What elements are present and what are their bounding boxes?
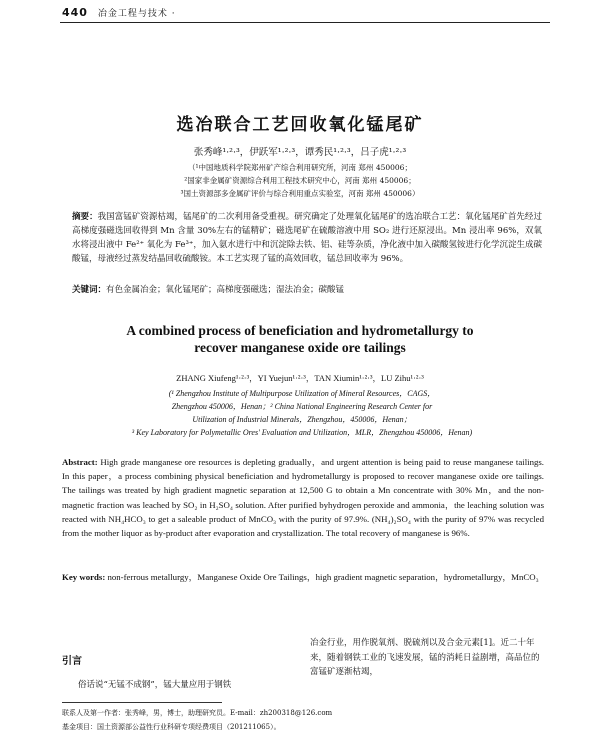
footnote-rule [62,702,222,703]
affiliation-cn-2: ²国家非金属矿资源综合利用工程技术研究中心，河南 郑州 450006； [184,176,416,185]
abstract-cn-text: 我国富锰矿资源枯竭，锰尾矿的二次利用备受重视。研究确定了处理氧化锰尾矿的选冶联合工艺：氧化锰尾矿首先经过高梯度强磁选回收得到 Mn 含量 30%左右的锰精矿；磁选尾矿在硫酸溶液中用 SO₂ 进行还原浸出。Mn 浸出率 96%，双氧水将浸出液中 Fe²⁺ 氧化为 Fe³⁺，加入氨水进行中和沉淀除去铁、铝、硅等杂质，净化液中加入碳酸氢铵进行化学沉淀生成碳酸锰，母液经过蒸发结晶回收硫酸铵。本工艺实现了锰的高效回收，锰总回收率为 96%。 [72,212,542,264]
running-header [62,6,176,19]
keywords-cn [72,283,542,295]
affiliation-en-1: (¹ Zhengzhou Institute of Multipurpose Utilization of Mineral Resources，CAGS， [168,389,436,398]
page-number: 440 [62,6,88,19]
header-rule [60,22,550,23]
abstract-en-text: High grade manganese ore resources is depleting gradually，and urgent attention is being paid to reuse manganese tailings. In this paper，a process combining physical beneficiation and hydrometallurgy is proposed to recover manganese oxide ore tailings. The tailings was treated by high gradient magnetic separation at 12,500 G to obtain a Mn concentrate with 30% Mn，and the non-magnetic fraction was leached by SO₂ in H₂SO₄ solution. After purified byhydrogen peroxide and ammonia，the leaching solution was reacted with NH₄HCO₃ to get a saleable product of MnCO₃ with the purity of 97.9%. (NH₄)₂SO₄ with the purity of 97% was recycled from the mother liquor as by-product after evaporation and crystallization. The total recovery of manganese is 96%. [62,457,545,539]
intro-heading: 引言 [62,656,82,667]
intro-left-column: 俗话说“无锰不成钢”，锰大量应用于钢铁 [78,680,232,690]
keywords-cn-label: 关键词： [72,285,107,295]
affiliation-en-2: Zhengzhou 450006，Henan；² China National Engineering Research Center for [171,402,433,411]
title-en-line-1: A combined process of beneficiation and hydrometallurgy to [126,323,474,338]
abstract-en [62,455,544,540]
footnote-funding: 基金项目：国土资源部公益性行业科研专项经费项目（201211065）。 [62,723,281,731]
authors-cn: 张秀峰¹·²·³，伊跃军¹·²·³，谭秀民¹·²·³，吕子虎¹·²·³ [193,147,407,158]
title-en-line-2: recover manganese oxide ore tailings [194,340,406,355]
affiliation-cn-1: （¹中国地质科学院郑州矿产综合利用研究所，河南 郑州 450006； [188,163,412,172]
journal-name: 冶金工程与技术 · [97,9,176,19]
keywords-en-text: non-ferrous metallurgy，Manganese Oxide Ore Tailings，high gradient magnetic separation，hydrometallurgy，MnCO₃ [107,572,539,582]
abstract-cn-label: 摘要： [72,212,98,222]
affiliation-en-3: Utilization of Industrial Minerals，Zhengzhou，450006，Henan； [192,415,412,424]
affiliation-cn-3: ³国土资源部多金属矿评价与综合利用重点实验室，河南 郑州 450006） [180,189,420,198]
authors-en: ZHANG Xiufeng¹·²·³，YI Yuejun¹·²·³，TAN Xiumin¹·²·³，LU Zihu¹·²·³ [176,373,424,383]
affiliation-en-4: ³ Key Laboratory for Polymetallic Ores' Evaluation and Utilization，MLR，Zhengzhou 450006，Henan) [131,428,473,437]
title-en [0,322,600,356]
keywords-cn-text: 有色金属冶金；氧化锰尾矿；高梯度强磁选；湿法冶金；碳酸锰 [106,285,345,295]
title-cn: 选冶联合工艺回收氧化锰尾矿 [176,115,424,135]
keywords-en [62,570,544,584]
keywords-en-label: Key words: [62,572,106,582]
intro-right-column: 冶金行业，用作脱氧剂、脱硫剂以及合金元素[1]。近二十年来，随着钢铁工业的飞速发展，锰的消耗日益剧增，高品位的富锰矿逐渐枯竭， [310,638,540,677]
abstract-en-label: Abstract: [62,457,98,467]
footnote-author: 联系人及第一作者：张秀峰，男，博士，助理研究员。E-mail：zh200318@126.com [62,709,333,717]
abstract-cn [72,210,542,266]
